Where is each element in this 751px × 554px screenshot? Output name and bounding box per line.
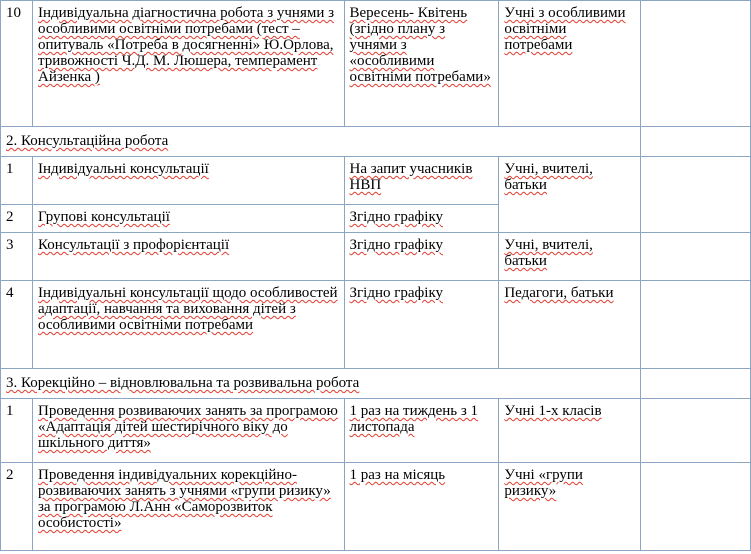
- cell-text: Індивідуальні консультації щодо особливостей адаптації, навчання та виховання дітей з особливими освітніми потребами: [37, 285, 338, 333]
- note-cell: [641, 399, 751, 463]
- section-row: [1, 369, 751, 399]
- table-row: [1, 1, 751, 127]
- table-row: [1, 157, 751, 205]
- activity-cell: [32, 205, 344, 233]
- table-row: [1, 233, 751, 281]
- cell-text: 2. Консультаційна робота: [6, 133, 169, 149]
- note-cell: [641, 369, 751, 399]
- note-cell: [641, 233, 751, 281]
- term-cell: [344, 157, 499, 205]
- row-number: 3: [1, 233, 33, 281]
- cell-text: Педагоги, батьки: [504, 285, 614, 301]
- table-row: [1, 399, 751, 463]
- note-cell: [641, 127, 751, 157]
- term-cell: [344, 399, 499, 463]
- table-row: [1, 463, 751, 551]
- cell-text: 1 раз на тиждень з 1 листопада: [349, 403, 479, 435]
- row-number: 1: [1, 157, 33, 205]
- row-number: 1: [1, 399, 33, 463]
- row-number: 2: [1, 463, 33, 551]
- cell-text: Проведення індивідуальних корекційно-розвиваючих занять з учнями «групи ризику» за програмою Л.Анн «Саморозвиток особистості»: [37, 467, 331, 531]
- target-cell: [499, 157, 641, 233]
- cell-text: Згідно графіку: [349, 209, 444, 225]
- term-cell: [344, 281, 499, 369]
- target-cell: [499, 1, 641, 127]
- term-cell: [344, 205, 499, 233]
- cell-text: Проведення розвиваючих занять за програмою «Адаптація дітей шестирічного віку до шкільного диття»: [37, 403, 338, 451]
- cell-text: Групові консультації: [37, 209, 170, 225]
- target-cell: [499, 233, 641, 281]
- term-cell: [344, 1, 499, 127]
- row-number: 2: [1, 205, 33, 233]
- cell-text: Учні 1-х класів: [504, 403, 602, 419]
- term-cell: [344, 463, 499, 551]
- target-cell: [499, 281, 641, 369]
- cell-text: Індивідуальна діагностична робота з учнями з особливими освітніми потребами (тест –опитуваль «Потреба в досягненні» Ю.Орлова, тривожності Ч.Д. М. Люшера, темперамент Айзенка ): [37, 5, 335, 85]
- cell-text: Учні з особливими освітніми потребами: [504, 5, 626, 53]
- cell-text: На запит учасників НВП: [349, 161, 473, 193]
- target-cell: [499, 463, 641, 551]
- cell-text: Згідно графіку: [349, 237, 444, 253]
- activity-cell: [32, 399, 344, 463]
- activity-cell: [32, 157, 344, 205]
- note-cell: [641, 463, 751, 551]
- cell-text: Вересень- Квітень (згідно плану з учнями з «особливими освітніми потребами»: [349, 5, 491, 85]
- cell-text: Учні «групи ризику»: [504, 467, 583, 499]
- row-number: 10: [1, 1, 33, 127]
- note-cell: [641, 281, 751, 369]
- target-cell: [499, 399, 641, 463]
- note-cell: [641, 157, 751, 233]
- activity-cell: [32, 1, 344, 127]
- cell-text: Консультації з профорієнтації: [37, 237, 230, 253]
- cell-text: Учні, вчителі, батьки: [504, 237, 593, 269]
- term-cell: [344, 233, 499, 281]
- section-title: [1, 127, 641, 157]
- note-cell: [641, 1, 751, 127]
- cell-text: 3. Корекційно – відновлювальна та розвивальна робота: [6, 375, 360, 391]
- section-title: [1, 369, 641, 399]
- cell-text: Учні, вчителі, батьки: [504, 161, 593, 193]
- cell-text: Індивідуальні консультації: [37, 161, 209, 177]
- table-row: [1, 281, 751, 369]
- activity-cell: [32, 281, 344, 369]
- section-row: [1, 127, 751, 157]
- row-number: 4: [1, 281, 33, 369]
- cell-text: 1 раз на місяць: [349, 467, 446, 483]
- activity-cell: [32, 463, 344, 551]
- cell-text: Згідно графіку: [349, 285, 444, 301]
- activity-cell: [32, 233, 344, 281]
